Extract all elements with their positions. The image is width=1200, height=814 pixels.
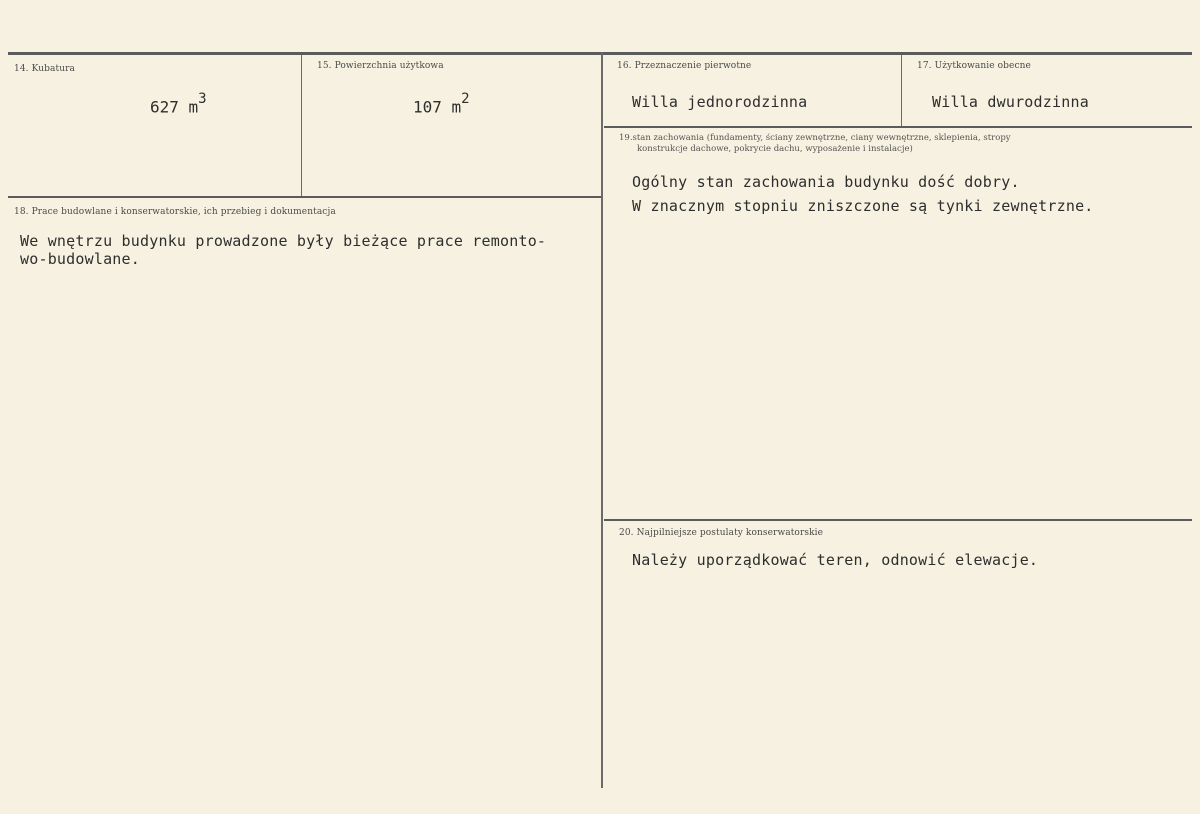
field-15-value xyxy=(413,91,470,117)
field-14-number: 14. xyxy=(14,64,29,74)
field-14-unit-exponent: 3 xyxy=(198,91,207,107)
field-19-number: 19. xyxy=(619,133,633,143)
rule-14-15 xyxy=(301,55,302,196)
field-14-value xyxy=(150,91,207,117)
field-17-label xyxy=(917,61,1031,71)
field-19-label-line-2: konstrukcje dachowe, pokrycie dachu, wyposażenie i instalacje) xyxy=(637,144,913,154)
field-15-label-text: Powierzchnia użytkowa xyxy=(334,61,444,71)
field-14-value-text: 627 m xyxy=(150,97,199,117)
field-18-line-2: wo-budowlane. xyxy=(20,250,140,268)
rule-below-14-15 xyxy=(8,196,602,198)
field-18-text xyxy=(20,232,546,268)
field-20-text xyxy=(632,551,1038,569)
field-20-line-1: Należy uporządkować teren, odnowić elewacje. xyxy=(632,551,1039,569)
field-18-line-1: We wnętrzu budynku prowadzone były bieżące prace remonto- xyxy=(20,232,547,250)
field-16-label xyxy=(617,61,751,71)
rule-below-16-17 xyxy=(604,126,1192,128)
center-rule xyxy=(601,52,603,788)
field-14-label-text: Kubatura xyxy=(31,64,75,74)
field-19-line-1: Ogólny stan zachowania budynku dość dobry. xyxy=(632,173,1020,191)
field-19-label xyxy=(619,133,1159,155)
field-15-unit-exponent: 2 xyxy=(461,91,470,107)
field-18-label xyxy=(14,207,336,217)
field-19-line-2: W znacznym stopniu zniszczone są tynki zewnętrzne. xyxy=(632,197,1094,215)
field-17-label-text: Użytkowanie obecne xyxy=(934,61,1031,71)
field-20-label-text: Najpilniejsze postulaty konserwatorskie xyxy=(636,528,824,538)
field-17-number: 17. xyxy=(917,61,932,71)
top-rule xyxy=(8,52,1192,55)
field-15-value-text: 107 m xyxy=(413,97,462,117)
rule-below-19 xyxy=(604,519,1192,521)
field-19-label-line-1: stan zachowania (fundamenty, ściany zewnętrzne, ciany wewnętrzne, sklepienia, stropy xyxy=(632,133,1011,143)
field-20-label xyxy=(619,528,823,538)
field-16-value: Willa jednorodzinna xyxy=(632,93,808,111)
field-14-label xyxy=(14,64,75,74)
field-16-label-text: Przeznaczenie pierwotne xyxy=(634,61,752,71)
field-18-number: 18. xyxy=(14,207,29,217)
field-17-value: Willa dwurodzinna xyxy=(932,93,1089,111)
field-16-number: 16. xyxy=(617,61,632,71)
field-18-label-text: Prace budowlane i konserwatorskie, ich przebieg i dokumentacja xyxy=(31,207,336,217)
field-15-number: 15. xyxy=(317,61,332,71)
rule-16-17 xyxy=(901,55,902,126)
field-19-text xyxy=(632,170,1094,218)
field-15-label xyxy=(317,61,444,71)
field-20-number: 20. xyxy=(619,528,634,538)
